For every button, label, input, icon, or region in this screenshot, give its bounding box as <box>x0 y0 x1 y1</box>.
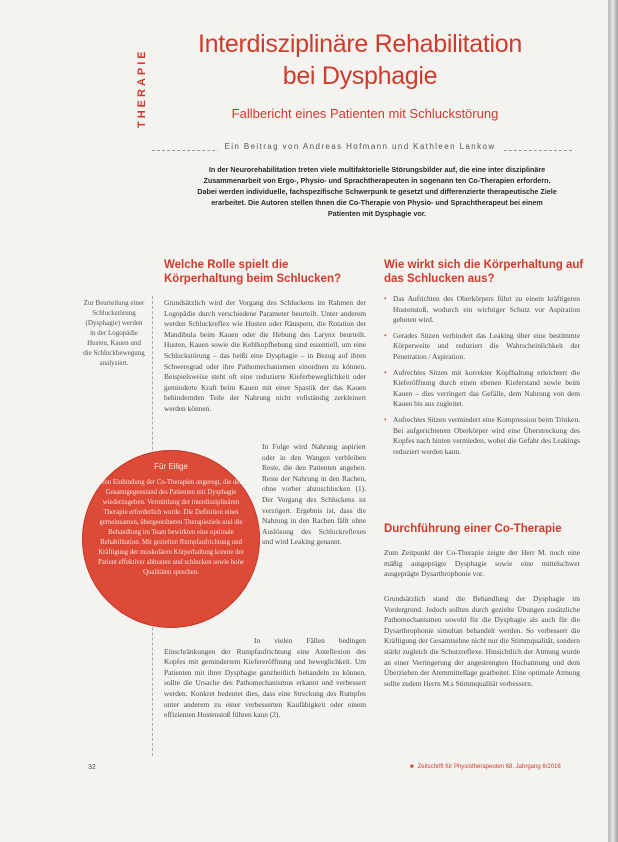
page-number: 32 <box>88 764 96 771</box>
left-heading: Welche Rolle spielt die Körperhaltung beim Schlucken? <box>164 259 341 285</box>
article-title <box>160 28 560 92</box>
right-paragraph-1: Zum Zeitpunkt der Co-Therapie zeigte der Herr M. noch eine mäßig ausgeprägte Dysphagie sowie eine mittelschwer ausgeprägte Dysarthrophonie vor. <box>384 548 580 579</box>
section-label: THERAPIE <box>136 48 148 128</box>
bullet-item: • Das Aufrichten des Oberkörpers führt zu einem kräftigeren Hustenstoß, wodurch ein wichtiger Schutz vor Aspiration geboten wird. <box>384 294 580 326</box>
bullet-item: • Aufrechtes Sitzen mit korrekter Kopfhaltung erleichtert die Kieferöffnung durch einen ebenen Kieferstand sowie beim Kauen – dies verringert das Gefälle, dem Nahrung von dem Kauen bis aus zugleitet. <box>384 368 580 410</box>
authors-text: Ein Beitrag von Andreas Hofmann und Kathleen Lankow <box>218 142 501 151</box>
bullet-list <box>384 294 580 457</box>
authors-line <box>160 142 560 151</box>
right-heading-2: Durchführung einer Co-Therapie <box>384 523 562 535</box>
summary-title: Für Eilige <box>154 462 188 471</box>
right-heading: Wie wirkt sich die Körperhaltung auf das Schlucken aus? <box>384 259 584 285</box>
article-subtitle: Fallbericht eines Patienten mit Schluckstörung <box>231 106 499 121</box>
right-paragraph-2: Grundsätzlich stand die Behandlung der Dysphagie im Vordergrund. Jedoch sollten durch gezielte Übungen zusätzliche Pathomechanismen sowohl für die Dysphagie als auch für die Dysarthrophonie simultan behandelt werden. So verbessert die Kräftigung der Gesamtsehne nicht nur die Stimmqualität, sondern stärkt zugleich die Schutzreflexe. Hinsichtlich der Atmung wurde an einer Verringerung der angestrengten Hochatmung und dem Überziehen der Atemmittellage gearbeitet. Eine optimale Atmung sollte zudem Herrn M.s Stimmqualität verbessern. <box>384 594 580 688</box>
footer-dot-icon: ■ <box>410 764 414 770</box>
bullet-list-block <box>384 294 580 462</box>
lead-paragraph: In der Neurorehabilitation treten viele multifaktorielle Störungsbilder auf, die eine inter disziplinäre Zusammenarbeit von Ergo-, Physio- und Sprachtherapeuten in sogenann ten Co-Therapien erfordern. Dabei werden individuelle, fachspezifische Schwerpunk te gesetzt und differenzierte therapeutische Ziele erarbeitet. Die Autoren stellen Ihnen die Co-Therapie von Physio- und Sprachtherapeut bei einem Patienten mit Dysphagie vor. <box>197 165 557 218</box>
left-paragraph-3: In vielen Fällen bedingen Einschränkungen der Rumpfaufrichtung eine Anteflexion des Kopfes mit gemindertem Kiefereröffnung und beweglichkeit. Um Patienten mit ihrer Dysphagie ganzheitlich behandeln zu können, sollte die Ursache des Pathomechanismus erkannt und verbessert werden. Konkret bedeutet dies, dass eine Streckung des Rumpfes unter anderem zu einer verbesserten Kaufähigkeit oder einem effizienten Hustenstoß führen kann (2). <box>164 636 366 720</box>
page-edge <box>608 0 618 842</box>
journal-name: Zeitschrift für Physiotherapeuten 68. Jahrgang 6/2016 <box>417 764 561 770</box>
bullet-item: • Gerades Sitzen verhindert das Leaking über eine bestimmte Körperweite und reduziert die Wahrscheinlichkeit der Penetration / Aspiration. <box>384 331 580 363</box>
journal-footer <box>410 764 561 770</box>
title-line-1: Interdisziplinäre Rehabilitation <box>198 30 522 58</box>
summary-text: Von Einbindung der Co-Therapien angeregt, die der Gesamtgegenstand des Patienten mit Dysphagie wiederzugeben. Vermittlung der interdisziplinären Therapie erforderlich wurde. Die Definition eines gemeinsamen, übergeordneten Therapieziels und die Behandlung im Team bewirkten eine optimale Rehabilitation. Mit gezielten Rumpfaufrichtung und Kräftigung der muskulären Körperhaltung konnte der Patient effektiver abhusten und schlucken sowie hohe Qualitäten sprechen. <box>98 479 244 576</box>
left-paragraph-2: In Folge wird Nahrung aspiriert oder in den Wangen verbleiben Reste, die den Patienten angehen. Reste der Nahrung in den Rachen, ohne vorher abzuschlucken (1). Der Vorgang des Schluckens ist verzögert. Ergebnis ist, dass die Nahrung in den Rachen fällt ohne Auslösung des Schluckreflexes und wird Leaking genannt. <box>262 442 366 547</box>
margin-note: Zur Beurteilung einer Schluckstörung (Dysphagie) werden in der Logopädie Husten, Kauen und die Schluckbewegung analysiert. <box>83 299 145 367</box>
bullet-item: • Aufrechtes Sitzen vermindert eine Kompression beim Trinken. Bei aufgerichtetem Oberkörper wird eine Überstreckung des Kopfes nach hinten vermieden, wobei die Gefahr des Leakings reduziert werden kann. <box>384 415 580 457</box>
title-line-2: bei Dysphagie <box>282 62 438 90</box>
left-paragraph-1: Grundsätzlich wird der Vorgang des Schluckens im Rahmen der Logopädie durch verschiedene Parameter beurteilt. Unter anderem werden Schluckreflex wie Husten oder Räuspern, die Rotation der Mandibula beim Kauen oder die Hebung des Larynx beurteilt. Husten, Kauen sowie die Kehlkopfhebung sind essentiell, um eine Schluckstörung – das heißt eine Dysphagie – in Bezug auf ihren Schweregrad oder ihre Pathomechanismen einordnen zu können. Beispielsweise steht oft eine reduzierte Kieferbeweglichkeit oder geminderte Kraft beim Kauen mit einer Spastik der das Kauen behindernden Teile der Nahrung nicht vollständig zerkleinert werden können. <box>164 298 366 413</box>
